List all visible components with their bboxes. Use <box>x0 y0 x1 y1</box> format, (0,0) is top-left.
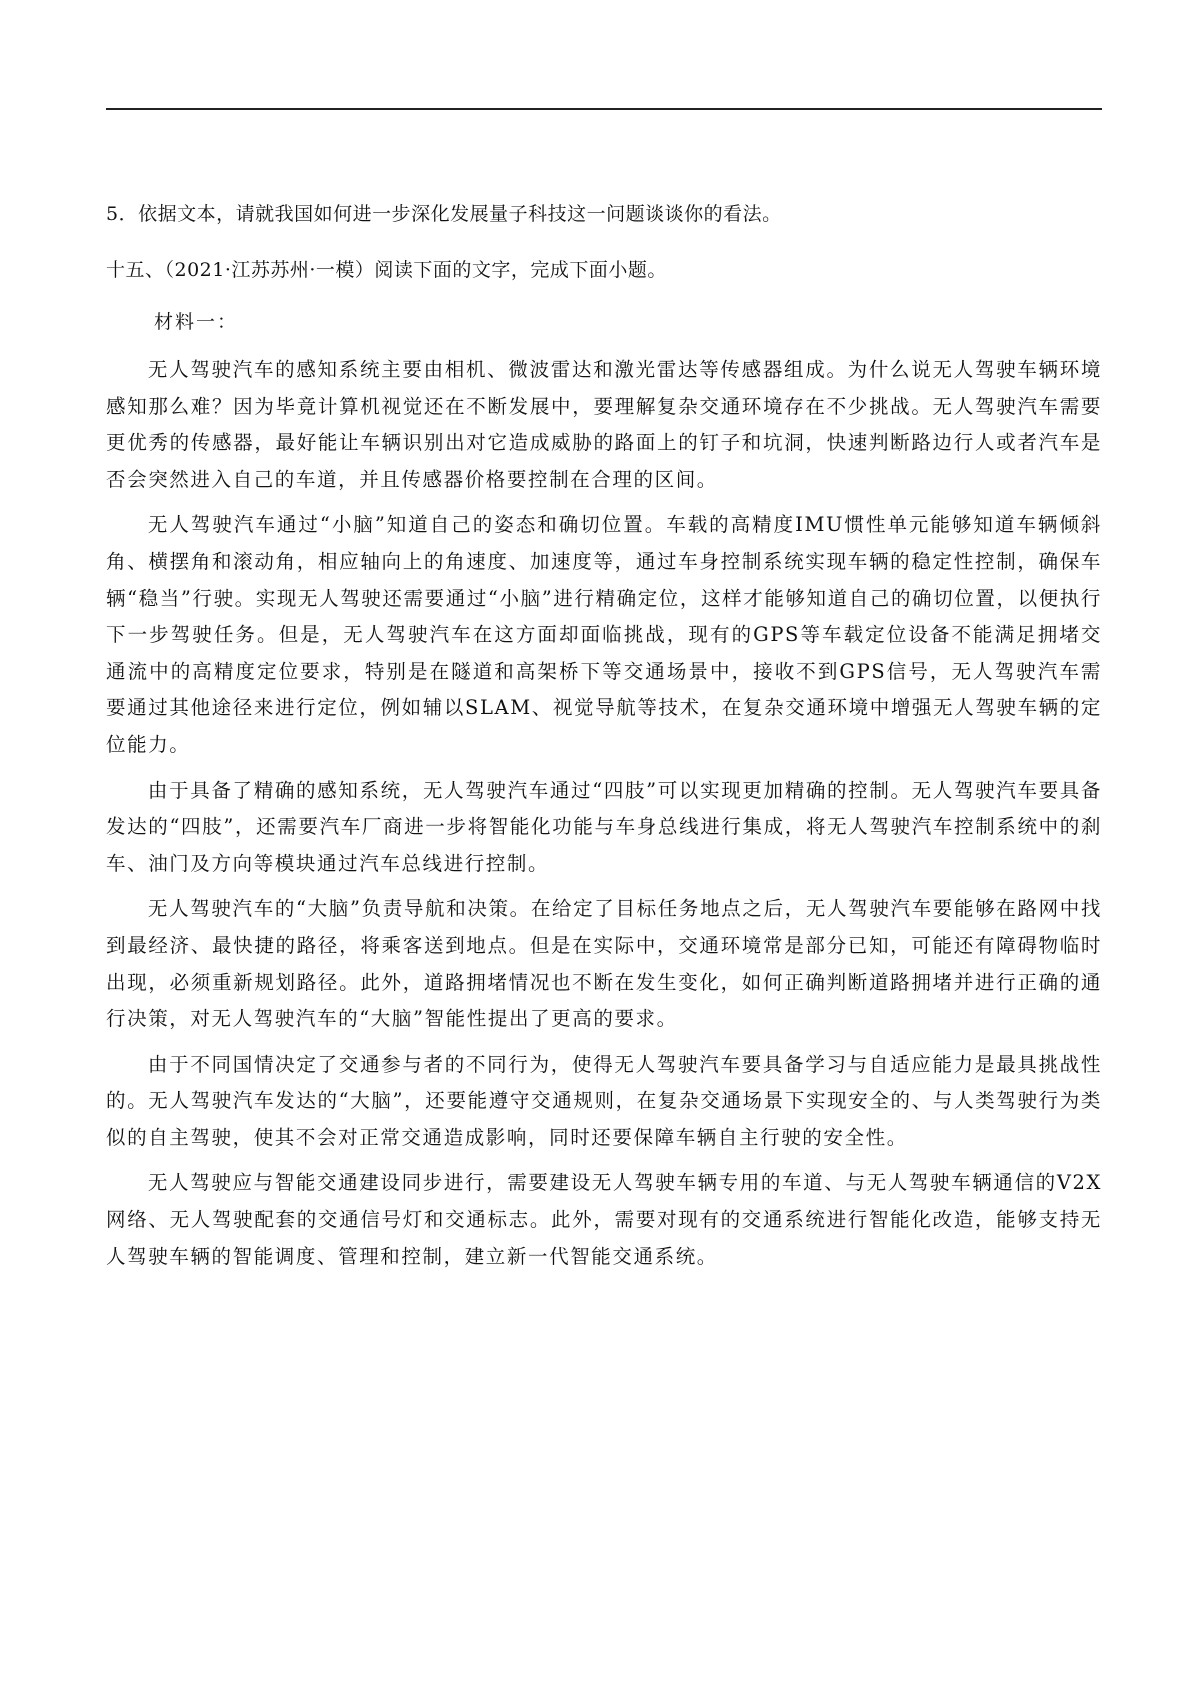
paragraph-limbs: 由于具备了精确的感知系统，无人驾驶汽车通过“四肢”可以实现更加精确的控制。无人驾驶汽车要具备发达的“四肢”，还需要汽车厂商进一步将智能化功能与车身总线进行集成，将无人驾驶汽车控制系统中的刹车、油门及方向等模块通过汽车总线进行控制。 <box>106 778 1102 875</box>
material-one-body <box>106 352 1102 1284</box>
header-divider <box>106 108 1102 110</box>
paragraph-adaptation: 由于不同国情决定了交通参与者的不同行为，使得无人驾驶汽车要具备学习与自适应能力是最具挑战性的。无人驾驶汽车发达的“大脑”，还要能遵守交通规则，在复杂交通场景下实现安全的、与人类驾驶行为类似的自主驾驶，使其不会对正常交通造成影响，同时还要保障车辆自主行驶的安全性。 <box>106 1052 1102 1149</box>
paragraph-brain: 无人驾驶汽车的“大脑”负责导航和决策。在给定了目标任务地点之后，无人驾驶汽车要能够在路网中找到最经济、最快捷的路径，将乘客送到地点。但是在实际中，交通环境常是部分已知，可能还有障碍物临时出现，必须重新规划路径。此外，道路拥堵情况也不断在发生变化，如何正确判断道路拥堵并进行正确的通行决策，对无人驾驶汽车的“大脑”智能性提出了更高的要求。 <box>106 897 1102 1031</box>
paragraph-smart-traffic: 无人驾驶应与智能交通建设同步进行，需要建设无人驾驶车辆专用的车道、与无人驾驶车辆通信的V2X网络、无人驾驶配套的交通信号灯和交通标志。此外，需要对现有的交通系统进行智能化改造，能够支持无人驾驶车辆的智能调度、管理和控制，建立新一代智能交通系统。 <box>106 1171 1102 1268</box>
paragraph-cerebellum: 无人驾驶汽车通过“小脑”知道自己的姿态和确切位置。车载的高精度IMU惯性单元能够知道车辆倾斜角、横摆角和滚动角，相应轴向上的角速度、加速度等，通过车身控制系统实现车辆的稳定性控制，确保车辆“稳当”行驶。实现无人驾驶还需要通过“小脑”进行精确定位，这样才能够知道自己的确切位置，以便执行下一步驾驶任务。但是，无人驾驶汽车在这方面却面临挑战，现有的GPS等车载定位设备不能满足拥堵交通流中的高精度定位要求，特别是在隧道和高架桥下等交通场景中，接收不到GPS信号，无人驾驶汽车需要通过其他途径来进行定位，例如辅以SLAM、视觉导航等技术，在复杂交通环境中增强无人驾驶车辆的定位能力。 <box>106 513 1102 756</box>
question-5: 5．依据文本，请就我国如何进一步深化发展量子科技这一问题谈谈你的看法。 <box>106 203 782 225</box>
section-15-header: 十五、（2021·江苏苏州·一模）阅读下面的文字，完成下面小题。 <box>106 259 667 281</box>
material-one-label: 材料一： <box>154 311 239 333</box>
paragraph-perception: 无人驾驶汽车的感知系统主要由相机、微波雷达和激光雷达等传感器组成。为什么说无人驾驶车辆环境感知那么难？因为毕竟计算机视觉还在不断发展中，要理解复杂交通环境存在不少挑战。无人驾驶汽车需要更优秀的传感器，最好能让车辆识别出对它造成威胁的路面上的钉子和坑洞，快速判断路边行人或者汽车是否会突然进入自己的车道，并且传感器价格要控制在合理的区间。 <box>106 358 1102 491</box>
